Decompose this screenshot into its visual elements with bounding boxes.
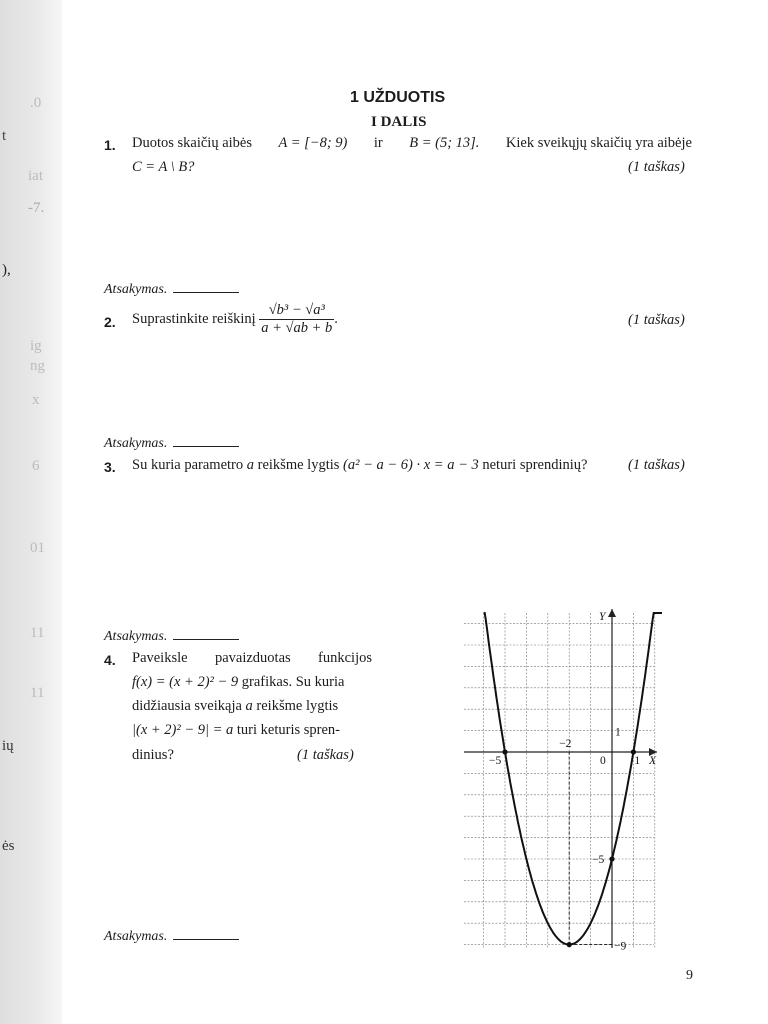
spine-text: ig (30, 338, 42, 354)
page-title: 1 UŽDUOTIS (350, 89, 446, 106)
fraction-numerator: √b³ − √a³ (259, 302, 334, 320)
x-axis-label: X (649, 755, 657, 767)
answer-line[interactable] (173, 927, 239, 940)
task-4-text: turi keturis spren- (236, 722, 340, 738)
set-b: B = (5; 13]. (409, 135, 480, 151)
task-4-line-2 (132, 674, 344, 691)
answer-label: Atsakymas. (104, 929, 168, 944)
spine-text: ės (2, 838, 15, 854)
y-axis-arrow (608, 609, 616, 617)
set-a: A = [−8; 9) (278, 135, 348, 151)
task-3-text: reikšme lygtis (257, 457, 340, 473)
tick-label-x: −5 (489, 755, 502, 767)
tick-label-y: 1 (615, 726, 621, 739)
task-3-text: Su kuria parametro (132, 457, 244, 473)
task-4-line-3 (132, 698, 338, 715)
task-points: (1 taškas) (297, 747, 354, 763)
parameter: a (246, 457, 255, 473)
spine-text: 11 (30, 685, 45, 701)
task-points: (1 taškas) (628, 159, 685, 175)
task-points: (1 taškas) (628, 457, 685, 473)
graph-curve-group (484, 613, 662, 947)
answer-field[interactable] (104, 927, 239, 945)
spine-text: t (2, 128, 7, 144)
task-2-line (132, 302, 338, 337)
spine-text: ng (30, 358, 45, 374)
spine-text: ių (2, 738, 14, 754)
tick-label-x: −2 (559, 738, 572, 750)
task-3-line (132, 457, 587, 474)
task-1-line-1 (132, 135, 692, 152)
fraction-denominator: a + √ab + b (261, 320, 333, 336)
answer-line[interactable] (173, 434, 239, 447)
tick-label-x: 1 (634, 755, 641, 767)
answer-field[interactable] (104, 627, 239, 645)
spine-text: .0 (30, 95, 42, 111)
task-1-set-c: C = A \ B? (132, 159, 195, 175)
task-4-text: didžiausia sveikąja (132, 698, 242, 714)
task-number: 1. (104, 137, 116, 153)
equation: (a² − a − 6) · x = a − 3 (343, 457, 479, 473)
function-formula: f(x) = (x + 2)² − 9 (132, 674, 239, 690)
task-1-conj: ir (373, 135, 383, 151)
spine-text: 01 (30, 540, 45, 556)
tick-label-y: −9 (614, 940, 627, 953)
parabola-curve (484, 613, 662, 945)
task-4-line-5: dinius? (132, 747, 174, 763)
tick-label-y: −5 (592, 854, 605, 866)
task-2-text: Suprastinkite reiškinį (132, 311, 256, 327)
task-4-text: grafikas. Su kuria (241, 674, 345, 690)
answer-field[interactable] (104, 434, 239, 452)
task-4-line-4 (132, 722, 340, 739)
spine-text: 6 (32, 458, 40, 474)
answer-label: Atsakymas. (104, 436, 168, 451)
task-4-line-1: Paveiksle pavaizduotas funkcijos (132, 650, 372, 666)
equation: |(x + 2)² − 9| = a (132, 722, 234, 738)
marked-point (631, 749, 636, 754)
book-spine-shadow (0, 0, 62, 1024)
task-1-question: Kiek sveikųjų skaičių yra aibėje (505, 135, 692, 151)
y-axis-label: Y (599, 611, 606, 623)
task-number: 2. (104, 314, 116, 330)
spine-text: ), (2, 262, 11, 278)
task-2-tail: . (334, 311, 338, 327)
task-points: (1 taškas) (628, 312, 685, 328)
answer-field[interactable] (104, 280, 239, 298)
page (62, 0, 768, 1024)
task-3-question: neturi sprendinių? (482, 457, 588, 473)
task-number: 4. (104, 652, 116, 668)
page-number: 9 (686, 968, 693, 983)
marked-point (502, 749, 507, 754)
spine-text: iat (28, 168, 43, 184)
fraction (259, 302, 334, 337)
answer-line[interactable] (173, 280, 239, 293)
task-number: 3. (104, 459, 116, 475)
graph-labels (489, 611, 657, 953)
spine-text: 11 (30, 625, 45, 641)
answer-line[interactable] (173, 627, 239, 640)
section-title: I DALIS (371, 114, 427, 130)
answer-label: Atsakymas. (104, 629, 168, 644)
task-1-text: Duotos skaičių aibės (132, 135, 253, 151)
parameter: a (245, 698, 253, 714)
task-4-text: reikšme lygtis (256, 698, 339, 714)
marked-point (609, 856, 614, 861)
tick-label-origin: 0 (600, 755, 606, 767)
answer-label: Atsakymas. (104, 282, 168, 297)
spine-text: -7. (28, 200, 45, 216)
spine-text: x (32, 392, 40, 408)
function-graph (462, 605, 662, 955)
